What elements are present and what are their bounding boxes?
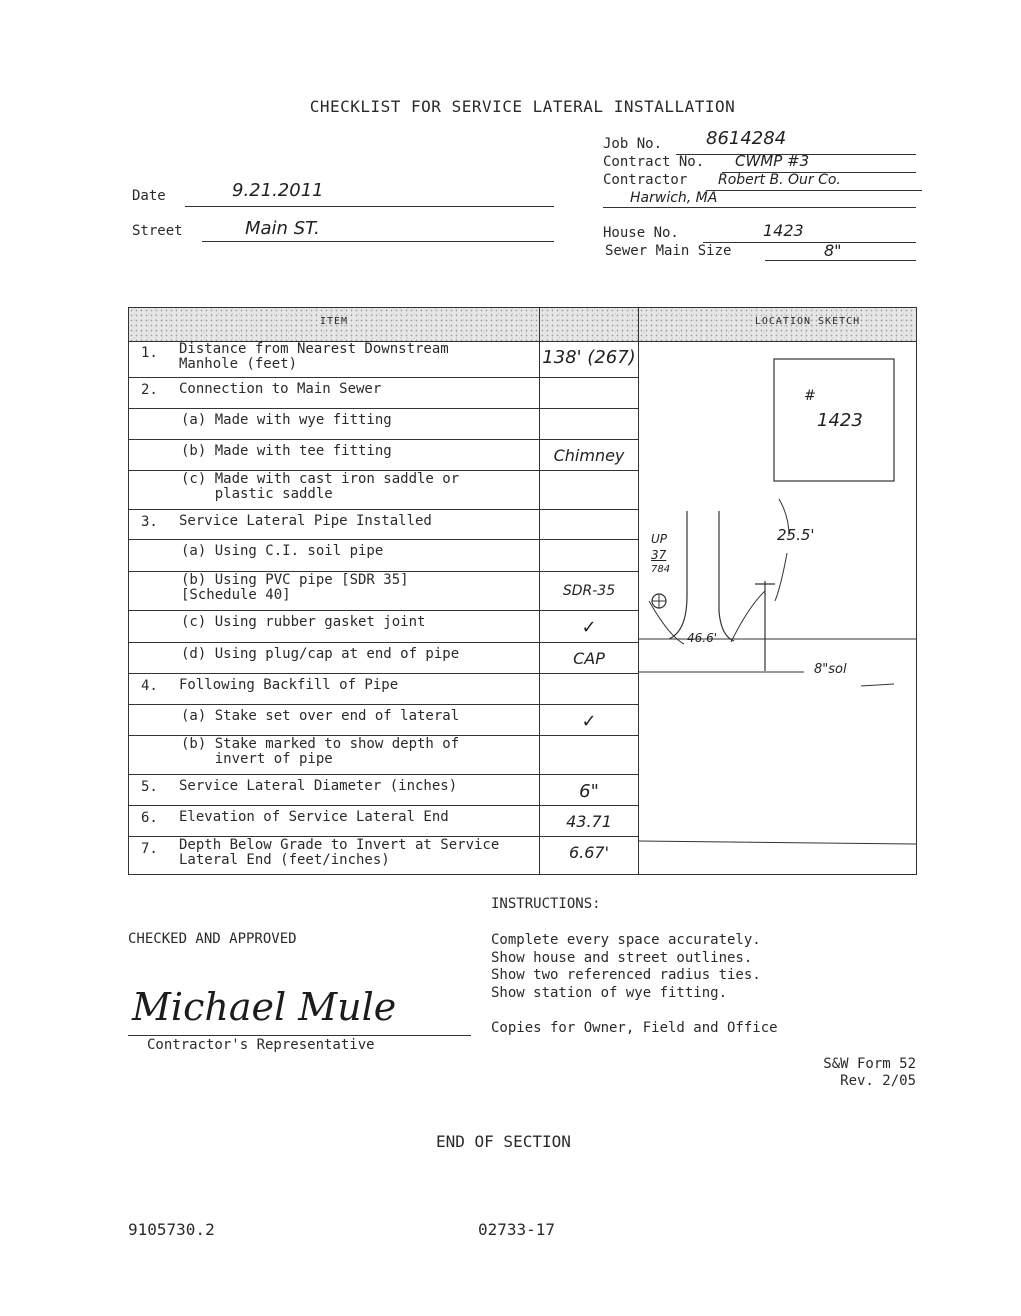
table-row	[129, 510, 539, 540]
value-cell	[540, 775, 638, 806]
value-cell	[540, 378, 638, 409]
form-revision: Rev. 2/05	[840, 1073, 916, 1089]
table-row	[129, 705, 539, 736]
value-cell	[540, 674, 638, 705]
sketch-main-label: 8"sol	[814, 662, 847, 677]
sketch-house-label-1: #	[804, 388, 816, 404]
table-row	[129, 409, 539, 440]
street-line	[202, 241, 554, 242]
row-text: (a) Using C.I. soil pipe	[181, 543, 384, 559]
row-number: 6.	[141, 810, 158, 826]
table-row	[129, 540, 539, 572]
contractor-label: Contractor	[603, 172, 688, 188]
instructions-heading: INSTRUCTIONS:	[491, 896, 601, 912]
tie-line-4	[731, 591, 765, 642]
table-row	[129, 775, 539, 806]
table-row	[129, 378, 539, 409]
value-cell	[540, 510, 638, 540]
row-text: (c) Using rubber gasket joint	[181, 614, 426, 630]
form-title: CHECKLIST FOR SERVICE LATERAL INSTALLATION	[309, 97, 736, 116]
checklist-table	[128, 307, 917, 875]
row-number: 2.	[141, 382, 158, 398]
job-no-value: 8614284	[706, 128, 787, 149]
row-text: (a) Made with wye fitting	[181, 412, 392, 428]
street-label: Street	[132, 223, 183, 239]
row-text: Connection to Main Sewer	[179, 381, 382, 397]
sketch-tie-label-2: 46.6'	[687, 631, 718, 645]
footer-left-code: 9105730.2	[128, 1220, 215, 1239]
contractor-value-line2: Harwich, MA	[630, 190, 718, 206]
item-header-text: ITEM	[319, 316, 349, 327]
job-no-label: Job No.	[603, 136, 663, 152]
table-bottom-line	[639, 841, 916, 844]
value-cell	[540, 572, 638, 611]
lateral-left-line	[669, 511, 687, 639]
row-text: (c) Made with cast iron saddle or plastic saddle	[181, 471, 460, 502]
row-text: (b) Stake marked to show depth of invert of pipe	[181, 736, 460, 767]
sketch-up-label-1: UP	[651, 532, 668, 546]
row-text: Distance from Nearest Downstream Manhole (feet)	[179, 341, 449, 372]
value-cell	[540, 540, 638, 572]
instructions-lines: Complete every space accurately. Show house and street outlines. Show two referenced radius ties. Show station of wye fitting.	[491, 932, 761, 1001]
table-row	[129, 471, 539, 510]
value-text: 43.71	[566, 812, 612, 831]
date-label: Date	[132, 188, 166, 204]
main-arrow-line	[861, 684, 894, 686]
checked-approved-label: CHECKED AND APPROVED	[128, 931, 297, 947]
row-text: Service Lateral Diameter (inches)	[179, 778, 458, 794]
table-row	[129, 440, 539, 471]
sewer-main-size-value: 8"	[824, 241, 842, 260]
location-sketch-drawing	[639, 341, 916, 875]
value-text: 6.67'	[568, 843, 610, 862]
table-row	[129, 341, 539, 378]
house-no-line	[703, 242, 916, 243]
value-text: ✓	[581, 617, 597, 638]
contractor-value-line1: Robert B. Our Co.	[718, 172, 841, 188]
row-text: Depth Below Grade to Invert at Service Lateral End (feet/inches)	[179, 837, 500, 868]
house-no-label: House No.	[603, 225, 679, 241]
form-number: S&W Form 52	[823, 1056, 916, 1072]
row-text: Service Lateral Pipe Installed	[179, 513, 432, 529]
table-row	[129, 643, 539, 674]
sketch-up-label-3: 784	[651, 564, 671, 575]
signature-line	[128, 1035, 471, 1036]
value-cell	[540, 440, 638, 471]
tie-line-3	[649, 601, 684, 644]
value-cell	[540, 705, 638, 736]
signature: Michael Mule	[132, 985, 397, 1029]
value-cell	[540, 611, 638, 643]
end-of-section: END OF SECTION	[436, 1132, 571, 1151]
value-text: 6"	[579, 781, 599, 802]
sketch-header	[639, 308, 916, 342]
date-line	[185, 206, 554, 207]
row-text: Following Backfill of Pipe	[179, 677, 399, 693]
sewer-main-size-line	[765, 260, 916, 261]
value-cell	[540, 409, 638, 440]
table-row	[129, 736, 539, 775]
house-no-value: 1423	[763, 221, 804, 240]
lateral-right-line	[719, 511, 734, 641]
table-row	[129, 572, 539, 611]
contract-no-label: Contract No.	[603, 154, 705, 170]
row-number: 7.	[141, 841, 158, 857]
table-row	[129, 674, 539, 705]
table-row	[129, 611, 539, 643]
footer-center-code: 02733-17	[478, 1220, 556, 1239]
contractor-line2	[603, 207, 916, 208]
value-column	[540, 308, 639, 874]
table-row	[129, 837, 539, 874]
row-text: (d) Using plug/cap at end of pipe	[181, 646, 460, 662]
contract-no-value: CWMP #3	[735, 152, 810, 170]
value-text: 138' (267)	[542, 347, 636, 368]
location-sketch-column	[639, 308, 916, 874]
tie-line-2	[775, 553, 787, 601]
value-cell	[540, 736, 638, 775]
value-text: ✓	[581, 711, 597, 732]
sketch-header-text: LOCATION SKETCH	[754, 316, 861, 327]
value-header	[540, 308, 638, 342]
row-number: 3.	[141, 514, 158, 530]
instructions-copies: Copies for Owner, Field and Office	[491, 1020, 778, 1036]
date-value: 9.21.2011	[232, 180, 324, 201]
value-cell	[540, 806, 638, 837]
contractor-rep-label: Contractor's Representative	[147, 1037, 375, 1053]
row-number: 1.	[141, 345, 158, 361]
row-number: 5.	[141, 779, 158, 795]
sewer-main-size-label: Sewer Main Size	[605, 243, 732, 259]
sketch-tie-label-1: 25.5'	[777, 526, 815, 544]
table-row	[129, 806, 539, 837]
value-text: SDR-35	[562, 583, 616, 599]
value-cell	[540, 837, 638, 874]
row-text: (b) Using PVC pipe [SDR 35] [Schedule 40]	[181, 572, 409, 603]
contractor-line1	[706, 190, 922, 191]
item-header	[129, 308, 539, 342]
value-cell	[540, 471, 638, 510]
value-text: CAP	[573, 649, 605, 668]
sketch-up-label-2: 37	[651, 548, 667, 562]
value-text: Chimney	[553, 446, 625, 465]
sketch-house-label-2: 1423	[817, 410, 863, 431]
row-text: Elevation of Service Lateral End	[179, 809, 449, 825]
row-text: (b) Made with tee fitting	[181, 443, 392, 459]
row-number: 4.	[141, 678, 158, 694]
street-value: Main ST.	[245, 218, 320, 239]
row-text: (a) Stake set over end of lateral	[181, 708, 460, 724]
value-cell	[540, 643, 638, 674]
value-cell	[540, 341, 638, 378]
item-column	[129, 308, 540, 874]
